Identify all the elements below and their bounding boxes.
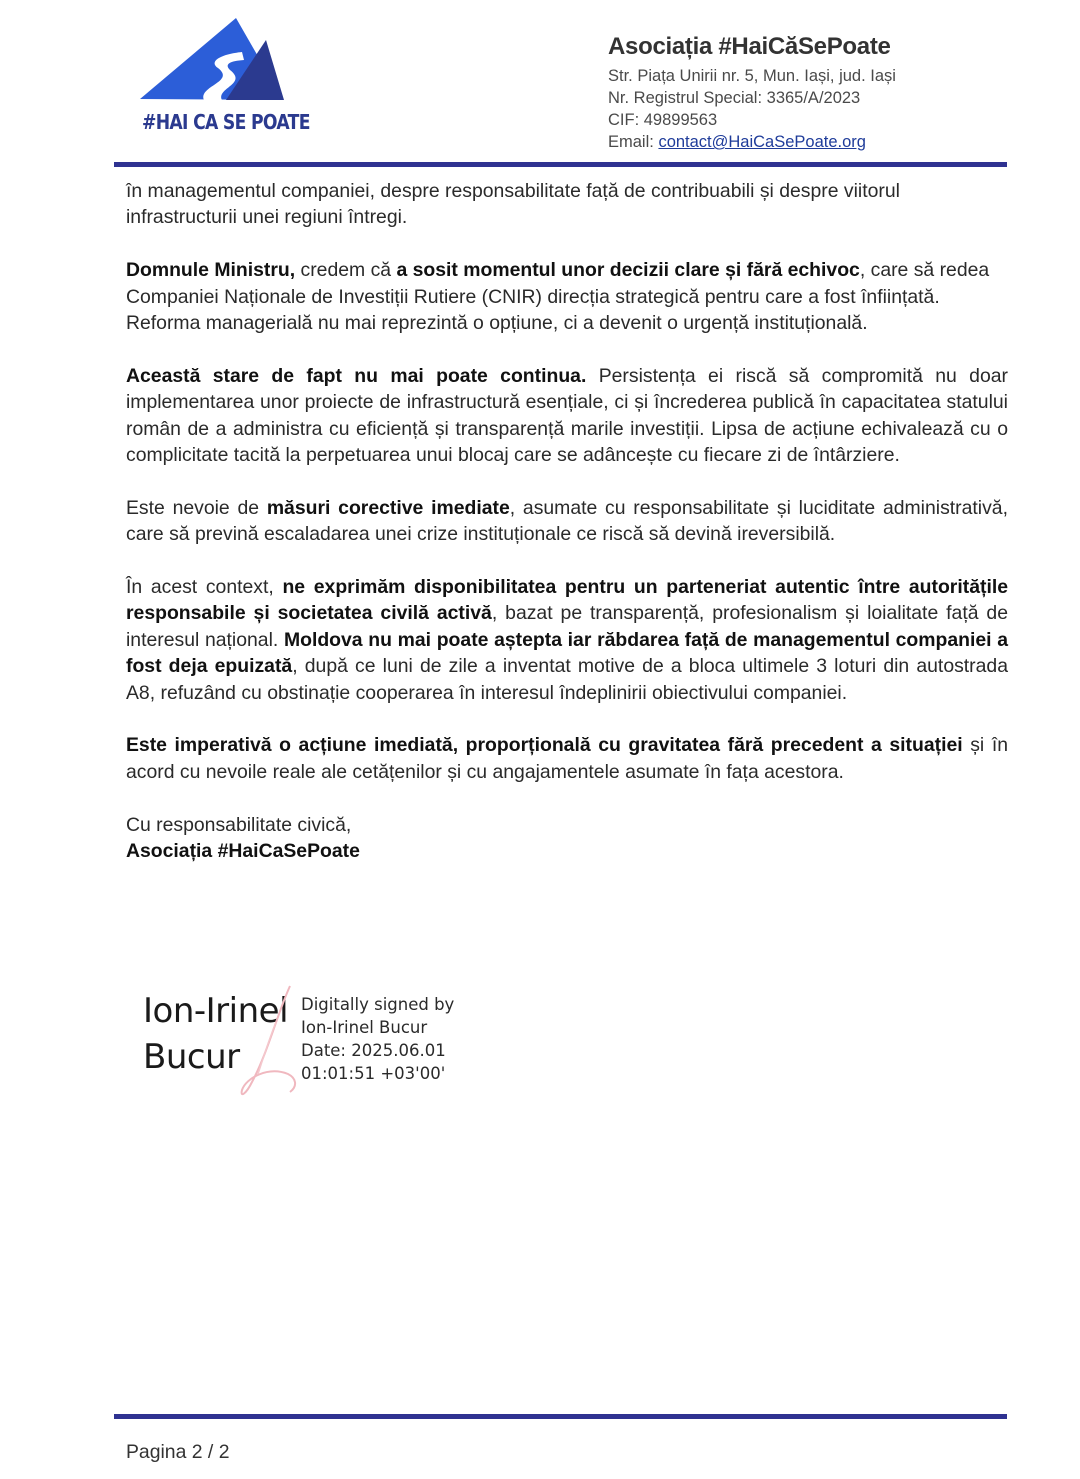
letter-body: [126, 178, 1008, 864]
org-address: Str. Piața Unirii nr. 5, Mun. Iași, jud. Iași: [608, 67, 896, 85]
org-cif: CIF: 49899563: [608, 111, 718, 129]
digital-signature: [143, 988, 503, 1108]
paragraph-1: în managementul companiei, despre responsabilitate față de contribuabili și despre viitorul infrastructurii unei regiuni întregi.: [126, 180, 900, 229]
signature-mark-icon: [238, 982, 308, 1102]
org-info: [608, 33, 896, 153]
closing: [126, 812, 1008, 865]
footer-divider: [114, 1414, 1007, 1419]
mountain-logo-icon: [138, 16, 288, 111]
p6-text-1: și în acord cu nevoile reale ale cetățenilor și cu angajamentele asumate în fața acestora.: [126, 734, 1008, 783]
p4-text-1: Este nevoie de: [126, 496, 267, 519]
p3-bold-1: Această stare de fapt nu mai poate continua.: [126, 364, 587, 387]
signature-details: [301, 993, 454, 1085]
p3-text-1: Persistența ei riscă să compromită nu doar implementarea unor proiecte de infrastructură esențiale, ci și încrederea publică în capacitatea statului român de a administra cu eficiență și transparență marile investiții. Lipsa de acțiune echivalează cu o complicitate tacită la perpetuarea unui blocaj care se adâncește cu fiecare zi de întârziere.: [126, 364, 1008, 467]
p2-bold-2: a sosit momentul unor decizii clare și fără echivoc: [396, 259, 860, 282]
signature-info-1: Digitally signed by: [301, 995, 455, 1014]
paragraph-6: [126, 732, 1008, 785]
p5-text-3: , după ce luni de zile a inventat motive de a bloca ultimele 3 loturi din autostrada A8, refuzând cu obstinație cooperarea în interesul îndeplinirii obiectivului companiei.: [126, 655, 1008, 704]
paragraph-2: [126, 257, 1008, 336]
signer-name-line-1: Ion-Irinel: [143, 991, 289, 1031]
p4-text-2: , asumate cu responsabilitate și luciditate administrativă, care să prevină escaladarea unei crize instituționale ce riscă să devină ireversibilă.: [126, 496, 1008, 546]
paragraph-3: [126, 363, 1008, 469]
closing-text: Cu responsabilitate civică,: [126, 813, 352, 836]
p5-bold-2: Moldova nu mai poate aștepta iar răbdarea față de managementul companiei a fost deja epuizată: [126, 628, 1008, 678]
signature-info-4: 01:01:51 +03'00': [301, 1064, 446, 1083]
page-number: Pagina 2 / 2: [126, 1441, 230, 1463]
p5-text-1: În acest context,: [126, 576, 283, 599]
email-link[interactable]: contact@HaiCaSePoate.org: [658, 133, 866, 151]
email-label: Email:: [608, 133, 659, 151]
org-registry: Nr. Registrul Special: 3365/A/2023: [608, 89, 861, 107]
logo-text: #HAI CA SE POATE: [142, 110, 310, 134]
p2-text-2: , care să redea Companiei Naționale de Investiții Rutiere (CNIR) direcția strategică pentru care a fost înființată. Reforma managerială nu mai reprezintă o opțiune, ci a devenit o urgență instituțională.: [126, 259, 990, 335]
p4-bold-1: măsuri corective imediate: [266, 496, 510, 519]
paragraph-5: [126, 574, 1008, 706]
p5-bold-1: ne exprimăm disponibilitatea pentru un parteneriat autentic între autoritățile responsabile și societatea civilă activă: [126, 576, 1009, 625]
signature-info-2: Ion-Irinel Bucur: [301, 1018, 428, 1037]
p2-bold-1: Domnule Ministru,: [126, 259, 296, 282]
signer-name-line-2: Bucur: [143, 1037, 240, 1077]
org-email-line: [608, 131, 896, 153]
org-name: Asociația #HaiCăSePoate: [608, 33, 891, 60]
header-divider: [114, 162, 1007, 167]
logo: [138, 16, 310, 136]
p2-text-1: credem că: [295, 259, 397, 282]
p6-bold-1: Este imperativă o acțiune imediată, proporțională cu gravitatea fără precedent a situației: [126, 734, 963, 757]
paragraph-4: [126, 495, 1008, 548]
closing-org: Asociația #HaiCaSePoate: [126, 840, 360, 863]
p5-text-2: , bazat pe transparență, profesionalism și loialitate față de interesul național.: [126, 602, 1008, 651]
signature-info-3: Date: 2025.06.01: [301, 1041, 446, 1060]
